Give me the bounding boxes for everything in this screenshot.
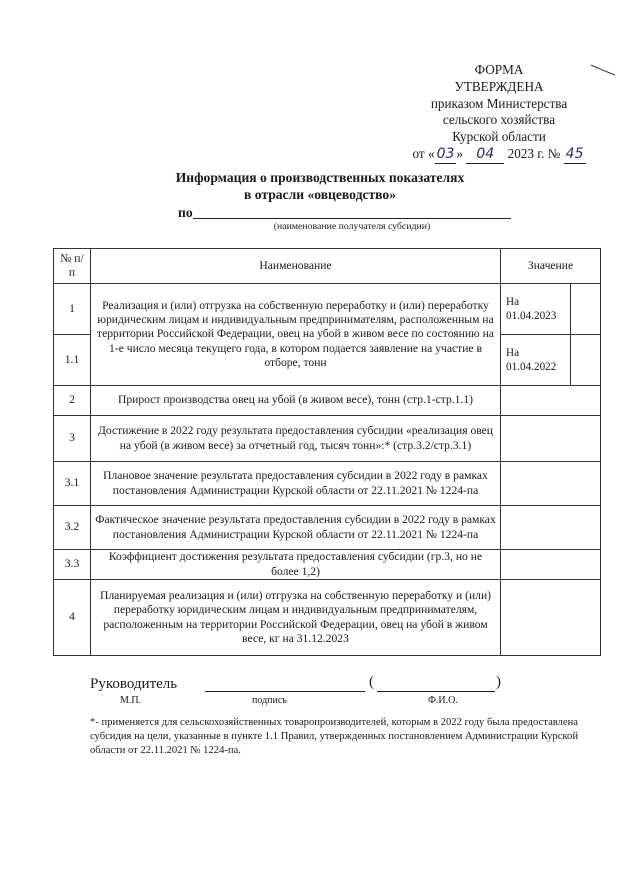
row-3-3-value[interactable] bbox=[501, 550, 601, 580]
approval-block bbox=[390, 62, 608, 164]
close-paren: ) bbox=[496, 674, 501, 690]
approval-line-5: Курской области bbox=[452, 129, 546, 145]
row-3-name: Достижение в 2022 году результата предоставления субсидии «реализация овец на убой (в живом весе) за отчетный год, тысяч тонн»:* (стр.3.2/стр.3.1) bbox=[91, 416, 501, 462]
row-1-name: Реализация и (или) отгрузка на собственную переработку и (или) переработку юридическим лицам и индивидуальным предпринимателям, расположенным на территории Российской Федерации, овец на убой в живом весе по состоянию на 1-е число месяца текущего года, в котором подается заявление на участие в отборе, тонн bbox=[91, 284, 501, 386]
date-sep: » bbox=[456, 145, 463, 161]
recipient-hint: (наименование получателя субсидии) bbox=[273, 221, 431, 232]
stamp-place-label: М.П. bbox=[120, 695, 142, 706]
table-row bbox=[54, 550, 601, 580]
row-1-value-label: На 01.04.2023 bbox=[506, 296, 557, 322]
table-row bbox=[54, 416, 601, 462]
row-3-2-name: Фактическое значение результата предоставления субсидии в 2022 году в рамках постановления Администрации Курской области от 22.11.2021 № 1224-па bbox=[91, 506, 501, 550]
approval-line-3: приказом Министерства bbox=[430, 95, 568, 111]
table-row bbox=[54, 506, 601, 550]
signature-label: Руководитель bbox=[90, 676, 178, 692]
signature-line[interactable] bbox=[205, 691, 365, 692]
row-1-value-labels bbox=[501, 284, 571, 386]
recipient-label: по bbox=[178, 205, 193, 220]
handwritten-day: 03 bbox=[436, 145, 455, 162]
handwritten-month: 04 bbox=[466, 146, 504, 164]
row-1-num: 1 bbox=[69, 302, 75, 315]
row-3-1-value[interactable] bbox=[501, 462, 601, 506]
date-year: 2023 г. № bbox=[507, 145, 561, 161]
row-1-1-num: 1.1 bbox=[64, 353, 80, 366]
row-3-2-num: 3.2 bbox=[54, 506, 91, 550]
row-1-1-value-label: На 01.04.2022 bbox=[506, 347, 557, 373]
approved-label: УТВЕРЖДЕНА bbox=[454, 78, 544, 94]
row-1-1-value-input[interactable] bbox=[571, 335, 600, 385]
row-4-name: Планируемая реализация и (или) отгрузка на собственную переработку и (или) переработку юридическим лицам и индивидуальным предпринимателям, расположенным на территории Российской Федерации, овец на убой в живом весе, кг на 31.12.2023 bbox=[91, 580, 501, 656]
row-2-num: 2 bbox=[54, 386, 91, 416]
handwritten-number: 45 bbox=[565, 145, 584, 162]
row-3-3-num: 3.3 bbox=[54, 550, 91, 580]
recipient-field-line[interactable] bbox=[193, 218, 511, 219]
row-4-value[interactable] bbox=[501, 580, 601, 656]
form-label: ФОРМА bbox=[474, 62, 524, 77]
row-3-value[interactable] bbox=[501, 416, 601, 462]
footnote: *- применяется для сельскохозяйственных товаропроизводителей, которым в 2022 году была предоставлена субсидия на цели, указанные в пункте 1.1 Правил, утвержденных постановлением Администрации Курской области от 22.11.2021 № 1224-па. bbox=[90, 717, 578, 756]
row-3-1-name: Плановое значение результата предоставления субсидии в 2022 году в рамках постановления Администрации Курской области от 22.11.2021 № 1224-па bbox=[91, 462, 501, 506]
date-prefix: от « bbox=[412, 145, 435, 161]
header-value: Значение bbox=[501, 249, 601, 284]
table-row bbox=[54, 462, 601, 506]
fio-hint: Ф.И.О. bbox=[428, 695, 458, 706]
table-row bbox=[54, 580, 601, 656]
approval-line-4: сельского хозяйства bbox=[442, 112, 556, 128]
approval-date-line bbox=[390, 146, 608, 164]
fio-line[interactable] bbox=[377, 691, 495, 692]
corner-pen-mark bbox=[590, 64, 616, 76]
indicators-table bbox=[53, 248, 601, 656]
row-1-value-inputs bbox=[571, 284, 601, 386]
row-3-1-num: 3.1 bbox=[54, 462, 91, 506]
row-4-num: 4 bbox=[54, 580, 91, 656]
signature-hint: подпись bbox=[252, 695, 287, 706]
row-1-value-input[interactable] bbox=[571, 284, 600, 334]
header-name: Наименование bbox=[91, 249, 501, 284]
row-3-2-value[interactable] bbox=[501, 506, 601, 550]
document-title bbox=[0, 170, 640, 203]
row-2-name: Прирост производства овец на убой (в живом весе), тонн (стр.1-стр.1.1) bbox=[91, 386, 501, 416]
title-line-2: в отрасли «овцеводство» bbox=[244, 186, 396, 202]
header-num: № п/п bbox=[54, 249, 91, 284]
table-row bbox=[54, 386, 601, 416]
row-2-value[interactable] bbox=[501, 386, 601, 416]
row-3-3-name: Коэффициент достижения результата предоставления субсидии (гр.3, но не более 1,2) bbox=[91, 550, 501, 580]
table-header-row bbox=[54, 249, 601, 284]
table-row bbox=[54, 284, 601, 386]
row-1-num-cell bbox=[54, 284, 91, 386]
title-line-1: Информация о производственных показателях bbox=[175, 170, 465, 185]
row-3-num: 3 bbox=[54, 416, 91, 462]
open-paren: ( bbox=[369, 674, 374, 690]
